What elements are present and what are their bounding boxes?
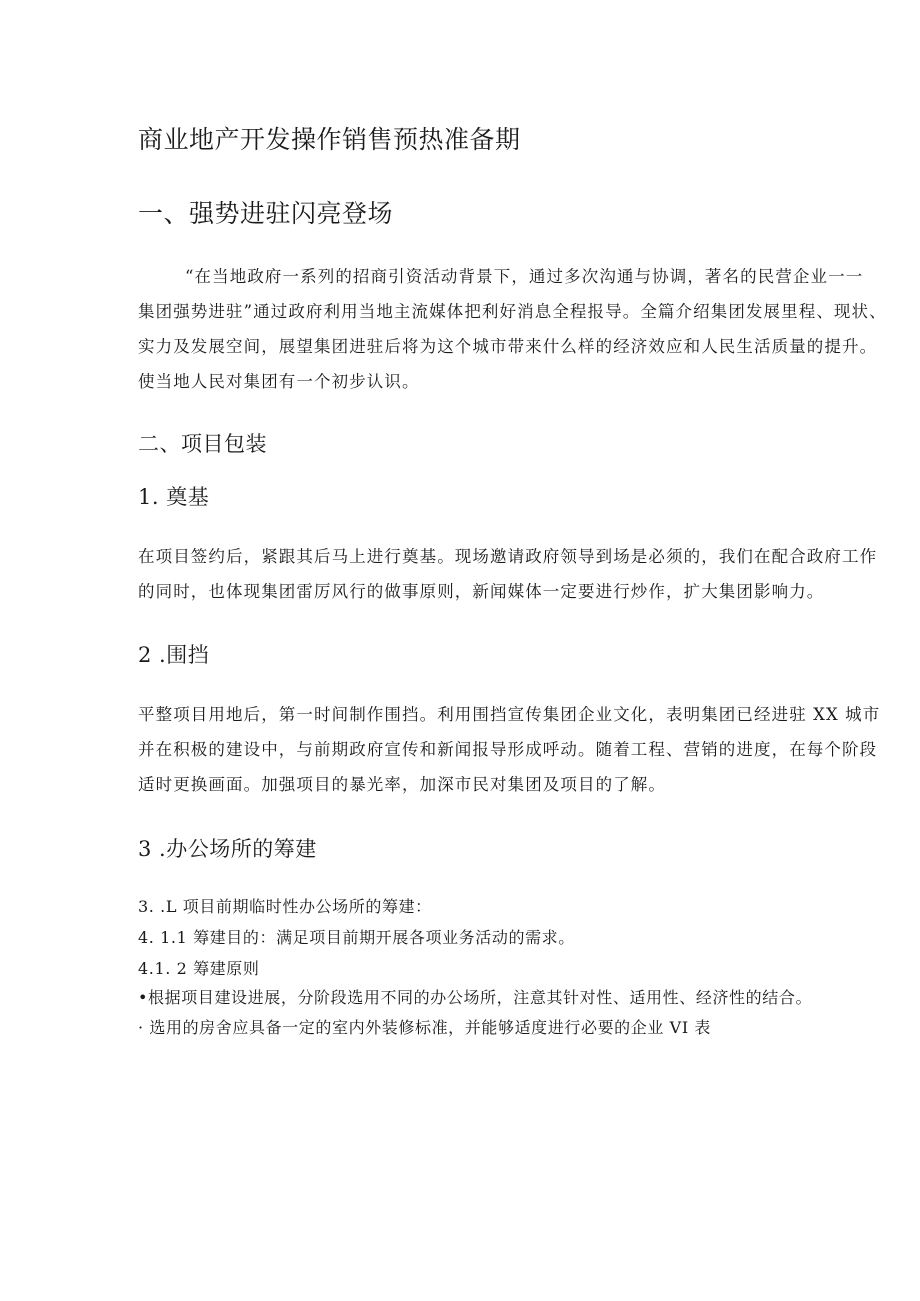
paragraph-line: 的同时，也体现集团雷厉风行的做事原则，新闻媒体一定要进行炒作，扩大集团影响力。 <box>138 582 825 601</box>
paragraph-line: 并在积极的建设中，与前期政府宣传和新闻报导形成呼动。随着工程、营销的进度，在每个阶段 <box>138 740 878 759</box>
paragraph-line: 适时更换画面。加强项目的暴光率，加深市民对集团及项目的了解。 <box>138 775 666 794</box>
list-line: 3. .L 项目前期临时性办公场所的筹建： <box>138 897 432 916</box>
subsection-heading-1: 1. 奠基 <box>138 485 210 509</box>
subsection-heading-2: 2 .围挡 <box>138 643 210 667</box>
paragraph-line: 在项目签约后，紧跟其后马上进行奠基。现场邀请政府领导到场是必须的，我们在配合政府工作 <box>138 547 878 566</box>
document-title: 商业地产开发操作销售预热准备期 <box>138 125 521 154</box>
list-line: 4. 1.1 筹建目的：满足项目前期开展各项业务活动的需求。 <box>138 928 575 947</box>
list-line: 4.1. 2 筹建原则 <box>138 959 260 978</box>
paragraph-line: “在当地政府一系列的招商引资活动背景下，通过多次沟通与协调，著名的民营企业一一 <box>185 267 864 286</box>
paragraph-line: 平整项目用地后，第一时间制作围挡。利用围挡宣传集团企业文化，表明集团已经进驻 XX 城市 <box>138 705 881 724</box>
paragraph-line: 实力及发展空间，展望集团进驻后将为这个城市带来什么样的经济效应和人民生活质量的提升。 <box>138 337 878 356</box>
paragraph-line: 集团强势进驻”通过政府利用当地主流媒体把利好消息全程报导。全篇介绍集团发展里程、现状、 <box>138 302 887 321</box>
bullet-line: •根据项目建设进展，分阶段选用不同的办公场所，注意其针对性、适用性、经济性的结合。 <box>138 988 813 1007</box>
bullet-line: · 选用的房舍应具备一定的室内外装修标准，并能够适度进行必要的企业 VI 表 <box>138 1018 712 1037</box>
paragraph-line: 使当地人民对集团有一个初步认识。 <box>138 372 420 391</box>
subsection-heading-3: 3 .办公场所的筹建 <box>138 837 317 861</box>
section-heading-2: 二、项目包装 <box>138 432 267 456</box>
section-heading-1: 一、强势进驻闪亮登场 <box>138 199 394 228</box>
